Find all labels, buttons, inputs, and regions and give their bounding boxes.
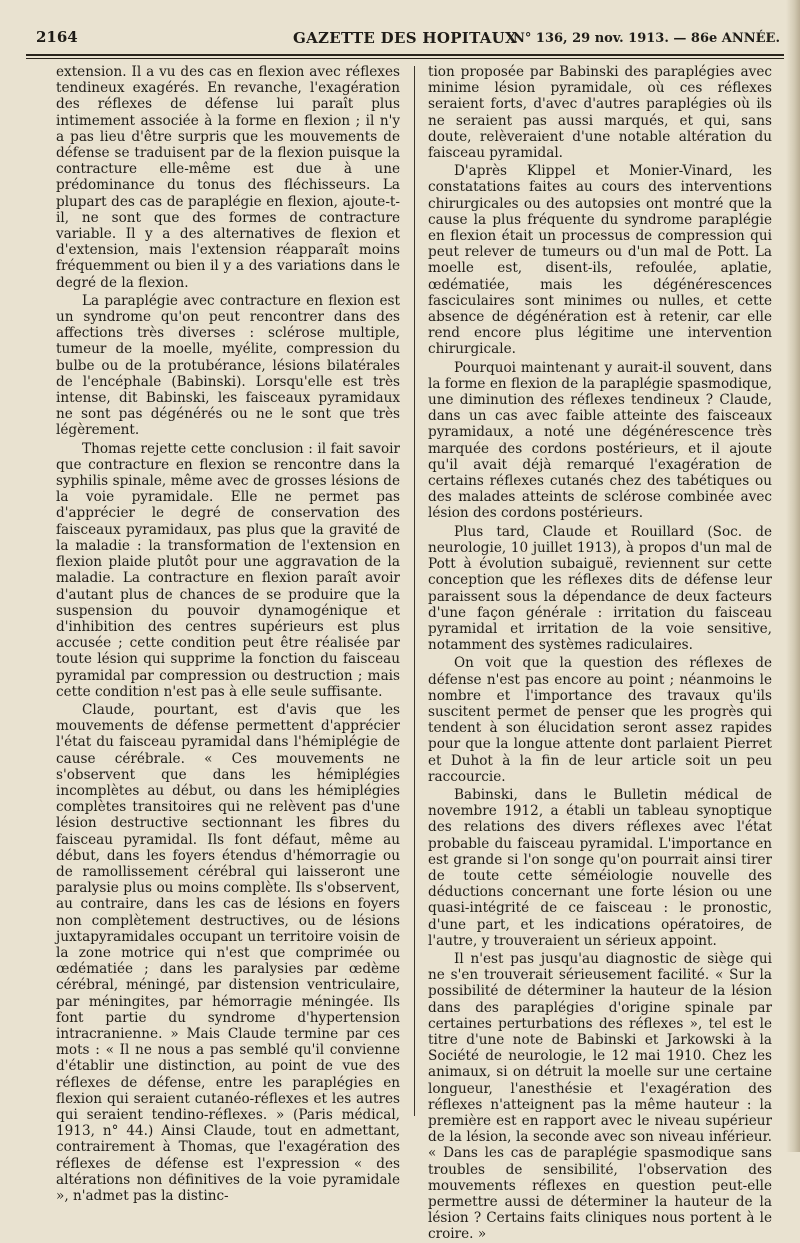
page-header bbox=[26, 26, 784, 50]
paragraph: On voit que la question des réflexes de défense n'est pas encore au point ; néanmoins le nombre et l'importance des travaux qu'ils suscitent permet de penser que les progrès qui tendent à son élucidation seront assez rapides pour que la longue attente dont parlaient Pierret et Duhot à la fin de leur article soit un peu raccourcie. bbox=[428, 655, 772, 785]
paragraph: extension. Il a vu des cas en flexion avec réflexes tendineux exagérés. En revanche, l'exagération des réflexes de défense lui paraît plus intimement associée à la forme en flexion ; il n'y a pas lieu d'être surpris que les mouvements de défense se traduisent par de la flexion puisque la contracture elle-même est due à une prédominance du tonus des fléchisseurs. La plupart des cas de paraplégie en flexion, ajoute-t-il, ne sont que des formes de contracture variable. Il y a des alternatives de flexion et d'extension, mais l'extension réapparaît moins fréquemment ou bien il y a des variations dans le degré de la flexion. bbox=[56, 64, 400, 291]
paragraph: La paraplégie avec contracture en flexion est un syndrome qu'on peut rencontrer dans des affections très diverses : sclérose multiple, tumeur de la moelle, myélite, compression du bulbe ou de la protubérance, lésions bilatérales de l'encéphale (Babinski). Lorsqu'elle est très intense, dit Babinski, les faisceaux pyramidaux ne sont pas dégénérés ou ne le sont que très légèrement. bbox=[56, 292, 400, 439]
paragraph: tion proposée par Babinski des paraplégies avec minime lésion pyramidale, où ces réflexes seraient forts, d'avec d'autres paraplégies où ils ne seraient pas aussi marqués, et qui, sans doute, relèveraient d'une notable altération du faisceau pyramidal. bbox=[428, 64, 772, 162]
paragraph: Il n'est pas jusqu'au diagnostic de siège qui ne s'en trouverait sérieusement facilité. « Sur la possibilité de déterminer la hauteur de la lésion dans des paraplégies d'origine spinale par certaines perturbations des réflexes », tel est le titre d'une note de Babinski et Jarkowski à la Société de neurologie, le 12 mai 1910. Chez les animaux, si on détruit la moelle sur une certaine longueur, l'anesthésie et l'exagération des réflexes n'atteignent pas la même hauteur : la première est en rapport avec le niveau supérieur de la lésion, la seconde avec son niveau inférieur. « Dans les cas de paraplégie spasmodique sans troubles de sensibilité, l'observation des mouvements réflexes en question peut-elle permettre aussi de déterminer la hauteur de la lésion ? Certains faits cliniques nous portent à le croire. » bbox=[428, 950, 772, 1243]
paragraph: Thomas rejette cette conclusion : il fait savoir que contracture en flexion se rencontre dans la syphilis spinale, même avec de grosses lésions de la voie pyramidale. Elle ne permet pas d'apprécier le degré de conservation des faisceaux pyramidaux, pas plus que la gravité de la maladie : la transformation de l'extension en flexion plaide plutôt pour une aggravation de la maladie. La contracture en flexion paraît avoir d'autant plus de chances de se produire que la suspension du pouvoir dynamogénique et d'inhibition des centres supérieurs est plus accusée ; cette condition peut être réalisée par toute lésion qui supprime la fonction du faisceau pyramidal par compression ou destruction ; mais cette condition n'est pas à elle seule suffisante. bbox=[56, 440, 400, 700]
column-divider bbox=[414, 66, 415, 1116]
page-edge bbox=[786, 0, 800, 1152]
right-column bbox=[428, 64, 772, 1243]
paragraph: Claude, pourtant, est d'avis que les mouvements de défense permettent d'apprécier l'état du faisceau pyramidal dans l'hémiplégie de cause cérébrale. « Ces mouvements ne s'observent que dans les hémiplégies incomplètes au début, ou dans les hémiplégies complètes transitoires qui ne relèvent pas d'une lésion destructive sectionnant les fibres du faisceau pyramidal. Ils font défaut, même au début, dans les foyers étendus d'hémorragie ou de ramollissement cérébral qui laisseront une paralysie plus ou moins complète. Ils s'observent, au contraire, dans les cas de lésions en foyers non complètement destructives, ou de lésions juxtapyramidales occupant un territoire voisin de la zone motrice qui n'est que comprimée ou œdématiée ; dans les paralysies par œdème cérébral, méningé, par distension ventriculaire, par méningites, par hémorragie méningée. Ils font partie du syndrome d'hypertension intracranienne. » Mais Claude termine par ces mots : « Il ne nous a pas semblé qu'il convienne d'établir une distinction, au point de vue des réflexes de défense, entre les paraplégies en flexion qui seraient cutanéo-réflexes et les autres qui seraient tendino-réflexes. » (Paris médical, 1913, n° 44.) Ainsi Claude, tout en admettant, contrairement à Thomas, que l'exagération des réflexes de défense est l'expression « des altérations non définitives de la voie pyramidale », n'admet pas la distinc- bbox=[56, 701, 400, 1205]
paragraph: D'après Klippel et Monier-Vinard, les constatations faites au cours des interventions chirurgicales ou des autopsies ont montré que la cause la plus fréquente du syndrome paraplégie en flexion était un processus de compression qui peut relever de tumeurs ou d'un mal de Pott. La moelle est, disent-ils, refoulée, aplatie, œdématiée, mais les dégénérescences fasciculaires sont minimes ou nulles, et cette absence de dégénération est à retenir, car elle rend encore plus légitime une intervention chirurgicale. bbox=[428, 163, 772, 358]
paragraph: Plus tard, Claude et Rouillard (Soc. de neurologie, 10 juillet 1913), à propos d'un mal de Pott à évolution subaiguë, reviennent sur cette conception que les réflexes dits de défense leur paraissent sous la dépendance de deux facteurs d'une façon générale : irritation du faisceau pyramidal et irritation de la voie sensitive, notamment des systèmes radiculaires. bbox=[428, 523, 772, 654]
left-column bbox=[56, 64, 400, 1204]
header-rule bbox=[26, 54, 784, 56]
paragraph: Pourquoi maintenant y aurait-il souvent, dans la forme en flexion de la paraplégie spasmodique, une diminution des réflexes tendineux ? Claude, dans un cas avec faible atteinte des faisceaux pyramidaux, a noté une dégénérescence très marquée des cordons postérieurs, et il ajoute qu'il avait déjà remarqué l'exagération de certains réflexes cutanés chez des tabétiques ou des malades atteints de sclérose combinée avec lésion des cordons postérieurs. bbox=[428, 359, 772, 522]
page-number: 2164 bbox=[36, 28, 78, 46]
paragraph: Babinski, dans le Bulletin médical de novembre 1912, a établi un tableau synoptique des relations des divers réflexes avec l'état probable du faisceau pyramidal. L'importance en est grande si l'on songe qu'on pourrait ainsi tirer de toute cette séméiologie nouvelle des déductions concernant une forte lésion ou une quasi-intégrité de ce faisceau : le pronostic, d'une part, et les indications opératoires, de l'autre, y trouveraient un sérieux appoint. bbox=[428, 786, 772, 949]
header-rule-thin bbox=[26, 58, 784, 59]
journal-title: GAZETTE DES HOPITAUX bbox=[292, 29, 517, 47]
issue-info: N° 136, 29 nov. 1913. — 86e ANNÉE. bbox=[513, 31, 780, 46]
